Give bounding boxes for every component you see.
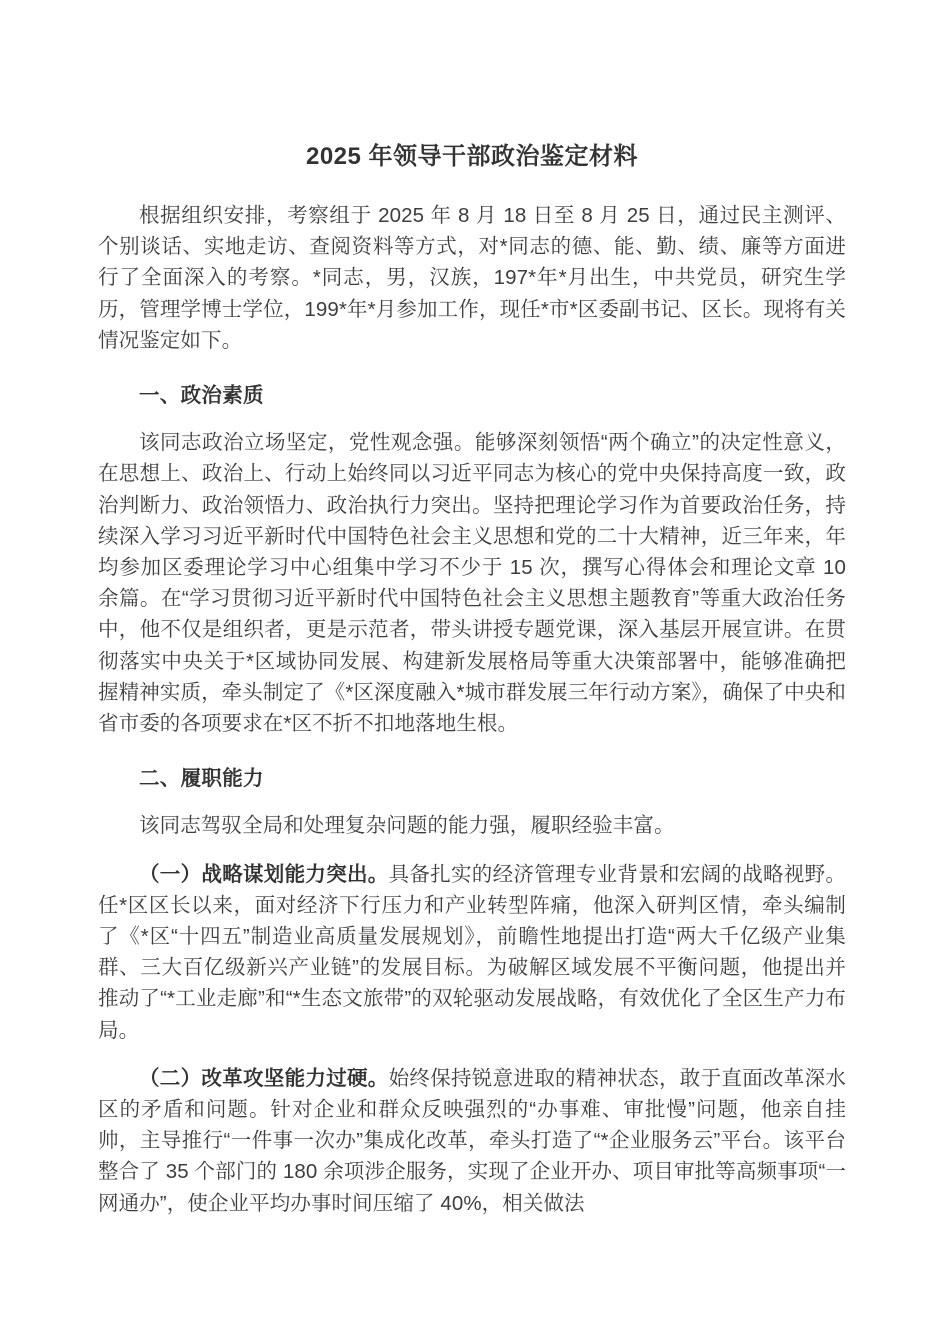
intro-paragraph: 根据组织安排，考察组于 2025 年 8 月 18 日至 8 月 25 日，通过民主测评、个别谈话、实地走访、查阅资料等方式，对*同志的德、能、勤、绩、廉等方面进行了全面深入的考察。*同志，男，汉族，197*年*月出生，中共党员，研究生学历，管理学博士学位，199*年*月参加工作，现任*市*区委副书记、区长。现将有关情况鉴定如下。 <box>98 204 846 352</box>
spacer <box>98 356 846 380</box>
section-heading-2: 二、履职能力 <box>139 767 264 791</box>
spacer <box>98 1046 846 1063</box>
subsection-lead-2: （二）改革攻坚能力过硬。 <box>139 1066 389 1090</box>
document-body <box>98 0 846 1219</box>
spacer <box>98 739 846 763</box>
subsection-body-2: 始终保持锐意进取的精神状态，敢于直面改革深水区的矛盾和问题。针对企业和群众反映强烈的“办事难、审批慢”问题，他亲自挂帅，主导推行“一件事一次办”集成化改革，牵头打造了“*企业服务云”平台。该平台整合了 35 个部门的 180 余项涉企服务，实现了企业开办、项目审批等高频事项“一网通办”，使企业平均办事时间压缩了 40%，相关做法 <box>98 1066 847 1215</box>
section-2-paragraph-2 <box>98 859 846 1046</box>
section-2-paragraph-3 <box>98 1063 846 1219</box>
spacer <box>98 794 846 810</box>
section-1-paragraph-1: 该同志政治立场坚定，党性观念强。能够深刻领悟“两个确立”的决定性意义，在思想上、政治上、行动上始终同以习近平同志为核心的党中央保持高度一致，政治判断力、政治领悟力、政治执行力突出。坚持把理论学习作为首要政治任务，持续深入学习习近平新时代中国特色社会主义思想和党的二十大精神，近三年来，年均参加区委理论学习中心组集中学习不少于 15 次，撰写心得体会和理论文章 10 余篇。在“学习贯彻习近平新时代中国特色社会主义思想主题教育”等重大政治任务中，他不仅是组织者，更是示范者，带头讲授专题党课，深入基层开展宣讲。在贯彻落实中央关于*区域协同发展、构建新发展格局等重大决策部署中，能够准确把握精神实质，牵头制定了《*区深度融入*城市群发展三年行动方案》，确保了中央和省市委的各项要求在*区不折不扣地落地生根。 <box>98 431 846 736</box>
subsection-body-1: 具备扎实的经济管理专业背景和宏阔的战略视野。任*区区长以来，面对经济下行压力和产业转型阵痛，他深入研判区情，牵头编制了《*区“十四五”制造业高质量发展规划》，前瞻性地提出打造“两大千亿级产业集群、三大百亿级新兴产业链”的发展目标。为破解区域发展不平衡问题，他提出并推动了“*工业走廊”和“*生态文旅带”的双轮驱动发展战略，有效优化了全区生产力布局。 <box>98 862 847 1042</box>
spacer <box>98 842 846 859</box>
subsection-lead-1: （一）战略谋划能力突出。 <box>139 862 389 886</box>
section-heading-1: 一、政治素质 <box>139 384 264 408</box>
spacer <box>98 411 846 427</box>
page-title: 2025 年领导干部政治鉴定材料 <box>305 143 639 170</box>
section-2-paragraph-1: 该同志驾驭全局和处理复杂问题的能力强，履职经验丰富。 <box>139 814 675 838</box>
